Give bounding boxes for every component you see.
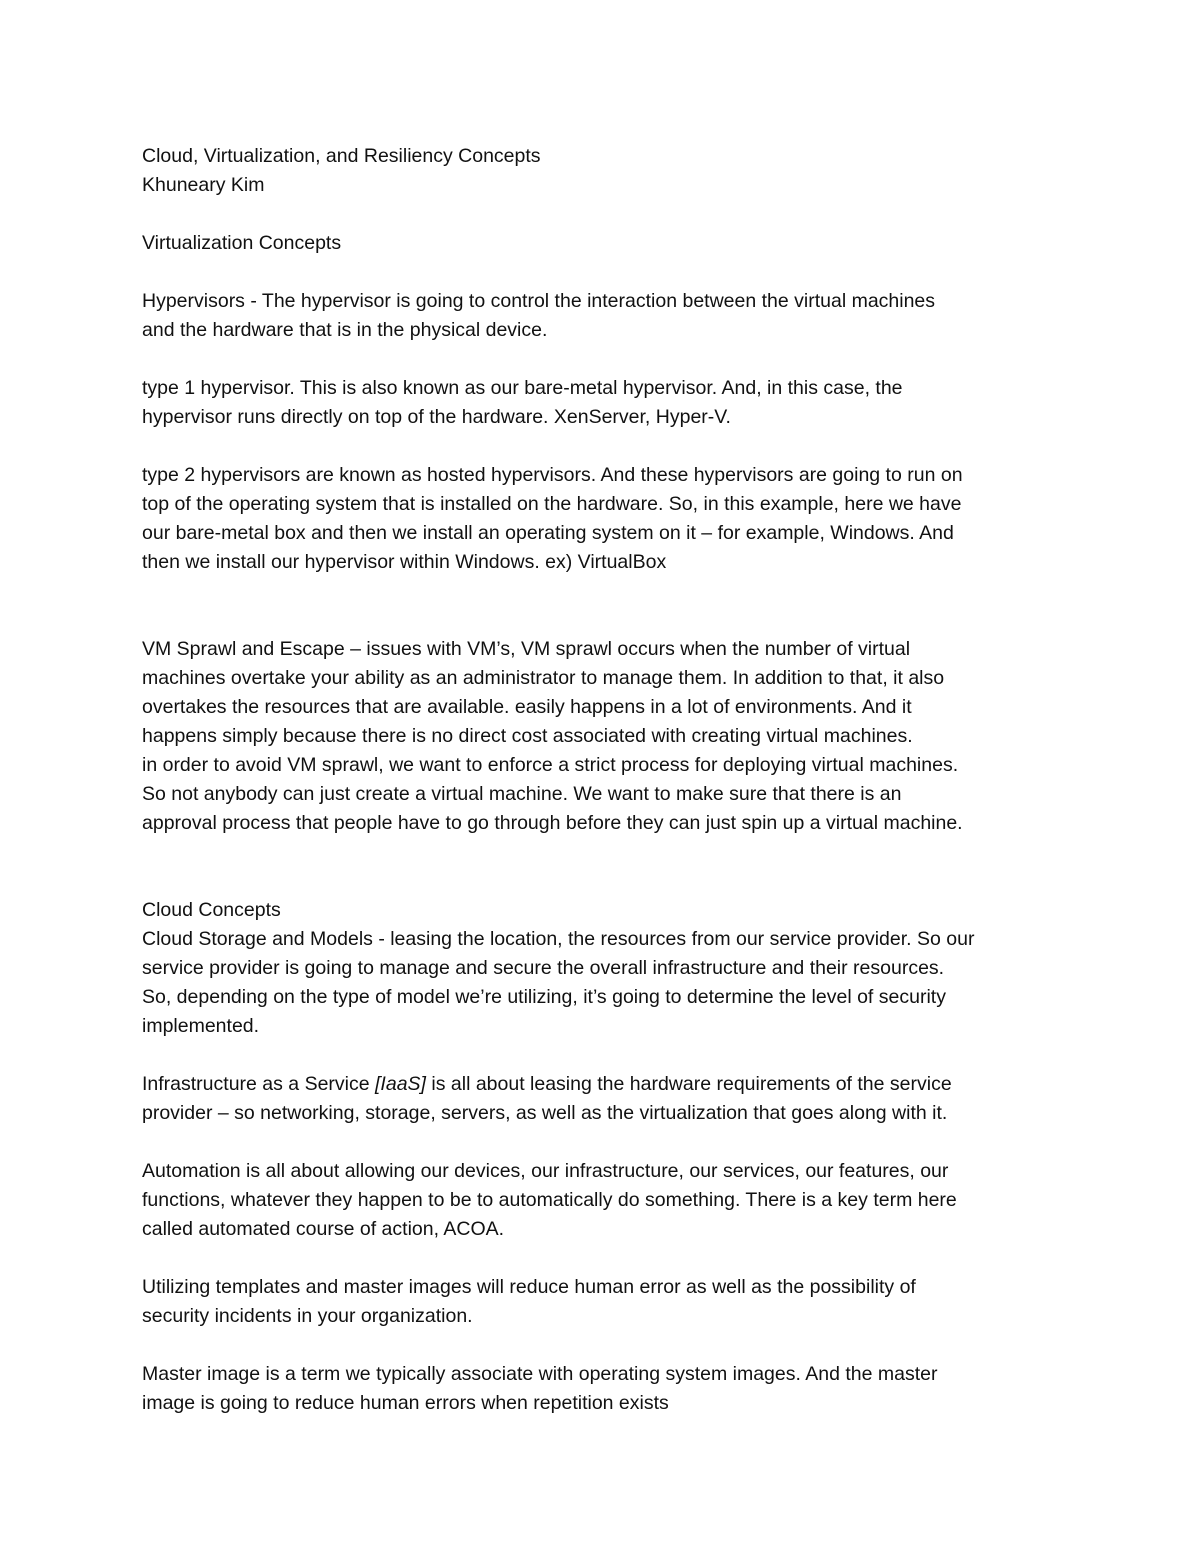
section-heading-virtualization: Virtualization Concepts [142, 232, 342, 254]
text-line: image is going to reduce human errors when repetition exists [142, 1392, 669, 1414]
text-line: security incidents in your organization. [142, 1305, 473, 1327]
text-line: Hypervisors - The hypervisor is going to control the interaction between the virtual machines [142, 290, 936, 312]
document-title: Cloud, Virtualization, and Resiliency Concepts [142, 145, 541, 167]
iaas-text-after: is all about leasing the hardware requirements of the service [425, 1073, 952, 1095]
text-line: Master image is a term we typically associate with operating system images. And the master [142, 1363, 938, 1385]
paragraph-templates [142, 1273, 1072, 1331]
paragraph-automation [142, 1157, 1072, 1244]
text-line: our bare-metal box and then we install an operating system on it – for example, Windows. And [142, 522, 954, 544]
paragraph-type2-hypervisor [142, 461, 1072, 577]
text-line: type 2 hypervisors are known as hosted hypervisors. And these hypervisors are going to run on [142, 464, 963, 486]
text-line: So not anybody can just create a virtual machine. We want to make sure that there is an [142, 783, 902, 805]
document-author: Khuneary Kim [142, 174, 265, 196]
text-line: functions, whatever they happen to be to automatically do something. There is a key term here [142, 1189, 957, 1211]
text-line [142, 1070, 1072, 1099]
document-body [142, 142, 1072, 1418]
text-line: happens simply because there is no direct cost associated with creating virtual machines. [142, 725, 913, 747]
text-line: and the hardware that is in the physical device. [142, 319, 548, 341]
text-line: Cloud Storage and Models - leasing the location, the resources from our service provider. So our [142, 928, 975, 950]
paragraph-hypervisors [142, 287, 1072, 345]
text-line: called automated course of action, ACOA. [142, 1218, 505, 1240]
text-line: So, depending on the type of model we’re utilizing, it’s going to determine the level of security [142, 986, 946, 1008]
paragraph-vm-sprawl [142, 635, 1072, 838]
text-line: overtakes the resources that are available. easily happens in a lot of environments. And it [142, 696, 912, 718]
text-line: then we install our hypervisor within Windows. ex) VirtualBox [142, 551, 667, 573]
text-line: Utilizing templates and master images will reduce human error as well as the possibility of [142, 1276, 916, 1298]
text-line: machines overtake your ability as an administrator to manage them. In addition to that, it also [142, 667, 945, 689]
text-line: type 1 hypervisor. This is also known as our bare-metal hypervisor. And, in this case, the [142, 377, 903, 399]
text-line: VM Sprawl and Escape – issues with VM’s, VM sprawl occurs when the number of virtual [142, 638, 911, 660]
paragraph-cloud-storage [142, 925, 1072, 1041]
iaas-abbreviation: [IaaS] [375, 1073, 426, 1095]
paragraph-type1-hypervisor [142, 374, 1072, 432]
iaas-text-before: Infrastructure as a Service [142, 1073, 376, 1095]
text-line: approval process that people have to go through before they can just spin up a virtual machine. [142, 812, 963, 834]
text-line: service provider is going to manage and secure the overall infrastructure and their resources. [142, 957, 945, 979]
text-line: provider – so networking, storage, servers, as well as the virtualization that goes along with it. [142, 1102, 948, 1124]
text-line: in order to avoid VM sprawl, we want to enforce a strict process for deploying virtual machines. [142, 754, 959, 776]
paragraph-iaas [142, 1070, 1072, 1128]
section-heading-cloud: Cloud Concepts [142, 899, 281, 921]
text-line: implemented. [142, 1015, 260, 1037]
text-line: top of the operating system that is installed on the hardware. So, in this example, here we have [142, 493, 962, 515]
text-line: Automation is all about allowing our devices, our infrastructure, our services, our features, our [142, 1160, 949, 1182]
text-line: hypervisor runs directly on top of the hardware. XenServer, Hyper-V. [142, 406, 731, 428]
paragraph-master-image [142, 1360, 1072, 1418]
